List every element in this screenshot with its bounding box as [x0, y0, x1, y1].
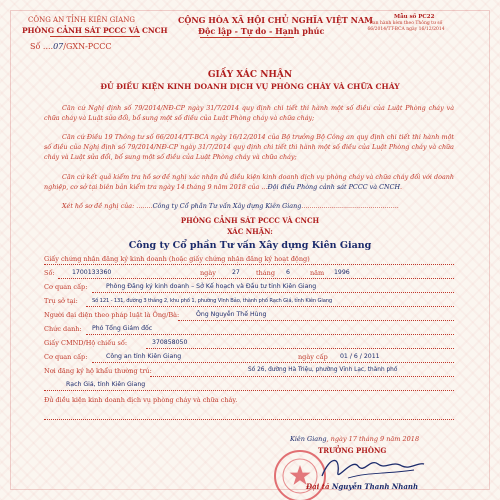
document-subtitle: ĐỦ ĐIỀU KIỆN KINH DOANH DỊCH VỤ PHÒNG CHÁY VÀ CHỮA CHÁY	[100, 82, 400, 91]
signatory-title: TRƯỞNG PHÒNG	[318, 446, 387, 455]
id-issuer-dots	[92, 362, 454, 363]
nation-name: CỘNG HÒA XÃ HỘI CHỦ NGHĨA VIỆT NAM	[178, 15, 374, 25]
document-number: Số ....07/GXN-PCCC	[30, 42, 112, 51]
residence-dots-2	[44, 390, 454, 391]
issuer-dots	[92, 292, 454, 293]
company-name: Công ty Cổ phần Tư vấn Xây dựng Kiên Giang	[128, 240, 372, 251]
id-card-dots	[146, 348, 454, 349]
issue-date-value: 01 / 6 / 2011	[340, 353, 380, 360]
legal-basis-3: Căn cứ kết quả kiểm tra hồ sơ đề nghị xác nhận đủ điều kiện kinh doanh dịch vụ phòng cháy và chữa cháy đối với doanh nghiệp, cơ sở tại biên bản kiểm tra ngày 14 tháng 9 năm 2018 của ...Đội điều Phòng cảnh sát PCCC và CNCH.	[44, 173, 454, 191]
issuing-department: PHÒNG CẢNH SÁT PCCC VÀ CNCH	[22, 26, 168, 35]
request-line: Xét hồ sơ đề nghị của: ........Công ty Cổ phần Tư vấn Xây dựng Kiên Giang................................................	[62, 202, 399, 210]
legal-basis-3-fill: Đội điều Phòng cảnh sát PCCC và CNCH	[267, 183, 401, 191]
headquarters-value: Số 121 - 131, đường 3 tháng 2, khu phố 1, phường Vĩnh Bảo, thành phố Rạch Giá, tỉnh Kiên Giang	[92, 298, 333, 304]
request-fill: Công ty Cổ phần Tư vấn Xây dựng Kiên Giang	[152, 202, 302, 210]
cert-label: Giấy chứng nhận đăng ký kinh doanh (hoặc giấy chứng nhận đăng ký hoạt động)	[44, 255, 310, 263]
signature-date	[290, 435, 419, 443]
document-number-prefix: Số	[30, 42, 41, 51]
confirm-heading: XÁC NHẬN:	[227, 227, 273, 236]
position-label: Chức danh:	[44, 325, 82, 333]
year-value: 1996	[334, 269, 350, 276]
confirming-department: PHÒNG CẢNH SÁT PCCC VÀ CNCH	[180, 216, 320, 225]
eligibility-dots	[44, 419, 454, 420]
signature-place: Kiên Giang	[290, 435, 327, 443]
position-dots	[86, 334, 454, 335]
document-number-fill: 07	[53, 42, 64, 51]
id-issuer-label: Cơ quan cấp:	[44, 353, 88, 361]
residence-value: Số 26, đường Hà Triệu, phường Vĩnh Lạc, thành phố	[248, 367, 398, 373]
form-code: Mẫu số PC22	[394, 14, 435, 20]
issue-date-label: ngày cấp	[298, 353, 328, 361]
id-issuer-value: Công an tỉnh Kiên Giang	[106, 353, 182, 360]
legal-basis-2: Căn cứ Điều 19 Thông tư số 66/2014/TT-BCA ngày 16/12/2014 của Bộ trưởng Bộ Công an quy định chi tiết thi hành một số điều của Nghị định số 79/2014/NĐ-CP ngày 31/7/2014 quy định chi tiết thi hành một số điều của Luật Phòng cháy và chữa cháy và Luật sửa đổi, bổ sung một số điều của Luật Phòng cháy và chữa cháy;	[44, 133, 454, 161]
request-label: Xét hồ sơ đề nghị của:	[62, 202, 135, 210]
document-title: GIẤY XÁC NHẬN	[207, 70, 293, 80]
position-value: Phó Tổng Giám đốc	[92, 325, 153, 332]
number-label: Số:	[44, 269, 55, 277]
cert-dots	[44, 264, 454, 265]
headquarters-dots	[86, 306, 454, 307]
signatory-name	[306, 482, 418, 491]
national-motto: Độc lập - Tự do - Hạnh phúc	[198, 26, 325, 36]
header-center-rule	[200, 37, 294, 38]
residence-dots	[150, 376, 454, 377]
handwritten-signature-icon	[318, 452, 428, 484]
issuing-agency: CÔNG AN TỈNH KIÊN GIANG	[28, 16, 135, 24]
signature-date-text: , ngày 17 tháng 9 năm 2018	[326, 435, 420, 443]
eligibility-statement: Đủ điều kiện kinh doanh dịch vụ phòng cháy và chữa cháy.	[44, 396, 238, 404]
day-value: 27	[232, 269, 240, 276]
id-card-label: Giấy CMND/Hộ chiếu số:	[44, 339, 128, 347]
day-label: ngày	[200, 269, 216, 277]
legal-basis-1: Căn cứ Nghị định số 79/2014/NĐ-CP ngày 31/7/2014 quy định chi tiết thi hành một số điều của Luật Phòng cháy và chữa cháy và Luật sửa đổi, bổ sung một số điều của Luật Phòng cháy và chữa cháy;	[44, 104, 454, 122]
representative-value: Ông Nguyễn Thế Hùng	[196, 311, 267, 318]
issuer-label: Cơ quan cấp:	[44, 283, 88, 291]
header-left-rule	[50, 36, 140, 37]
month-value: 6	[286, 269, 290, 276]
legal-basis-3-text: Căn cứ kết quả kiểm tra hồ sơ đề nghị xác nhận đủ điều kiện kinh doanh dịch vụ phòng cháy và chữa cháy đối với doanh nghiệp, cơ sở tại biên bản kiểm tra ngày 14 tháng 9 năm 2018 của	[44, 173, 454, 191]
number-dots	[58, 278, 454, 279]
issuer-value: Phòng Đăng ký kinh doanh – Sở Kế hoạch và Đầu tư tỉnh Kiên Giang	[106, 283, 317, 290]
residence-label: Nơi đăng ký hộ khẩu thường trú:	[44, 367, 152, 375]
signatory-full-name: Nguyễn Thanh Nhanh	[331, 482, 419, 491]
residence-value-2: Rạch Giá, tỉnh Kiên Giang	[66, 381, 146, 388]
headquarters-label: Trụ sở tại:	[44, 297, 78, 305]
signatory-rank: Đại tá	[306, 482, 330, 491]
representative-label: Người đại diện theo pháp luật là Ông/Bà:	[44, 311, 180, 319]
number-value: 1700133360	[72, 269, 112, 276]
id-card-value: 370858050	[152, 339, 188, 346]
document-number-suffix: /GXN-PCCC	[63, 42, 112, 51]
form-note: Ban hành kèm theo Thông tư số 66/2014/TT-BCA ngày 16/12/2014	[367, 21, 445, 32]
year-label: năm	[310, 269, 325, 277]
month-label: tháng	[256, 269, 276, 277]
representative-dots	[178, 320, 454, 321]
